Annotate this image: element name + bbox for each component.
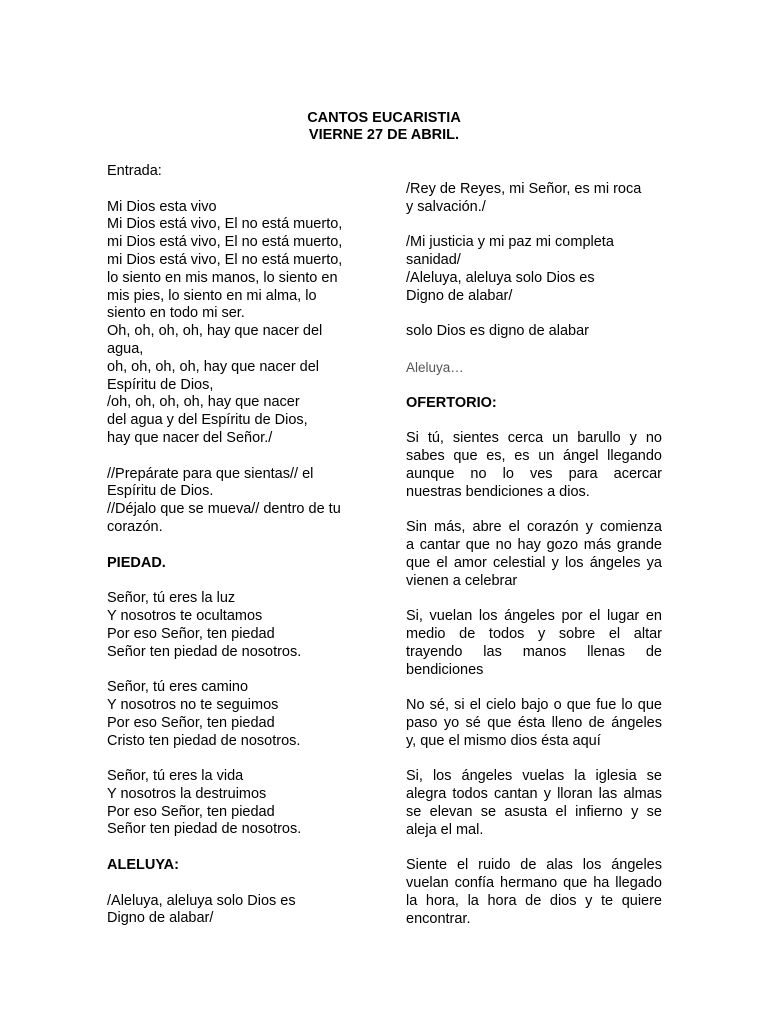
lyric-line: bendiciones [406, 661, 484, 678]
lyric-line: oh, oh, oh, oh, hay que nacer del [107, 358, 320, 375]
lyric-line: Mi Dios esta vivo [107, 198, 217, 215]
title-line-1: CANTOS EUCARISTIA [307, 110, 461, 126]
ofertorio-paragraph [406, 697, 662, 750]
lyric-line: /Rey de Reyes, mi Señor, es mi roca [406, 181, 642, 197]
lyric-line: Y nosotros te ocultamos [107, 607, 263, 624]
lyric-line: Señor, tú eres la luz [107, 590, 236, 607]
piedad-verse-3 [107, 768, 362, 839]
lyric-line: y, que el mismo dios ésta aquí [406, 732, 601, 749]
lyric-line: Espíritu de Dios, [107, 376, 214, 393]
lyric-line: Señor, tú eres la vida [107, 768, 244, 785]
piedad-heading: PIEDAD. [107, 554, 166, 571]
ofertorio-verses [406, 430, 662, 928]
lyric-line: Señor ten piedad de nosotros. [107, 643, 302, 660]
lyric-line: que el amor celestial y los ángeles ya [406, 554, 662, 571]
lyric-line: Por eso Señor, ten piedad [107, 714, 275, 731]
lyric-line: Cristo ten piedad de nosotros. [107, 732, 301, 749]
lyric-line: corazón. [107, 518, 163, 535]
aleluya-heading: ALELUYA: [107, 857, 179, 874]
lyric-line: Espíritu de Dios. [107, 483, 214, 500]
lyric-line: siento en todo mi ser. [107, 305, 245, 322]
lyric-line: Señor ten piedad de nosotros. [107, 821, 302, 838]
lyric-line: sabes que es, es un ángel llegando [406, 447, 662, 464]
lyric-line: Por eso Señor, ten piedad [107, 803, 275, 820]
ofertorio-paragraph [406, 768, 662, 839]
lyric-line: Por eso Señor, ten piedad [107, 625, 275, 642]
lyric-line: alegra todos cantan y lloran las almas [406, 786, 662, 803]
lyric-line: aunque no lo ves para acercar [406, 465, 662, 482]
lyric-line: //Déjalo que se mueva// dentro de tu [107, 501, 341, 518]
lyric-line: /Mi justicia y mi paz mi completa [406, 234, 614, 251]
lyric-line: encontrar. [406, 910, 471, 927]
lyric-line: /Aleluya, aleluya solo Dios es [406, 269, 595, 286]
lyric-line: //Prepárate para que sientas// el [107, 465, 314, 482]
ofertorio-paragraph [406, 430, 662, 501]
right-column [406, 181, 662, 946]
lyric-line: la hora, la hora de dios y te quiere [406, 892, 662, 909]
lyric-line: Siente el ruido de alas los ángeles [406, 857, 662, 874]
ofertorio-paragraph [406, 608, 662, 679]
lyric-line: Señor, tú eres camino [107, 679, 249, 696]
title-line-2: VIERNE 27 DE ABRIL. [308, 127, 460, 143]
lyric-line: Oh, oh, oh, oh, hay que nacer del [107, 323, 323, 340]
lyric-line: mi Dios está vivo, El no está muerto, [107, 234, 343, 251]
lyric-line: /oh, oh, oh, oh, hay que nacer [107, 394, 300, 411]
lyric-line: Digno de alabar/ [406, 287, 513, 304]
lyric-line: a cantar que no hay gozo más grande [406, 536, 662, 553]
lyric-line: Mi Dios está vivo, El no está muerto, [107, 216, 343, 233]
lyric-line: vuelan confía hermano que ha llegado [406, 875, 662, 892]
lyric-line: Sin más, abre el corazón y comienza [406, 519, 662, 536]
aleluya-short: Aleluya… [406, 359, 464, 375]
lyric-line: mis pies, lo siento en mi alma, lo [107, 287, 317, 304]
lyric-line: del agua y del Espíritu de Dios, [107, 412, 308, 429]
lyric-line: Si, vuelan los ángeles por el lugar en [406, 608, 662, 625]
entrada-heading: Entrada: [107, 163, 162, 179]
lyric-line: Digno de alabar/ [107, 910, 214, 927]
lyric-line: sanidad/ [406, 252, 461, 269]
lyric-line: y salvación./ [406, 198, 486, 215]
piedad-verse-1 [107, 590, 362, 661]
lyric-line: nuestras bendiciones a dios. [406, 483, 590, 500]
left-column [107, 163, 362, 928]
lyric-line: Y nosotros la destruimos [107, 785, 267, 802]
lyric-line: mi Dios está vivo, El no está muerto, [107, 251, 343, 268]
lyric-line: Si tú, sientes cerca un barullo y no [406, 430, 662, 447]
lyric-line: medio de todos y sobre el altar [406, 625, 662, 642]
ofertorio-paragraph [406, 857, 662, 928]
lyric-line: vienen a celebrar [406, 572, 518, 589]
entrada-chorus [107, 466, 362, 537]
lyric-line: lo siento en mis manos, lo siento en [107, 269, 338, 286]
lyric-line: se elevan se asusta el infierno y se [406, 803, 662, 820]
lyric-line: aleja el mal. [406, 821, 484, 838]
document-title [0, 110, 768, 144]
entrada-verse [107, 199, 362, 448]
lyric-line: Y nosotros no te seguimos [107, 696, 279, 713]
lyric-line: hay que nacer del Señor./ [107, 429, 273, 446]
solo-dios-line: solo Dios es digno de alabar [406, 323, 589, 340]
piedad-verse-2 [107, 679, 362, 750]
lyric-line: agua, [107, 340, 144, 357]
lyric-line: trayendo las manos llenas de [406, 643, 662, 660]
lyric-line: paso yo sé que ésta lleno de ángeles [406, 714, 662, 731]
rey-verse [406, 181, 662, 217]
aleluya-verse [107, 893, 362, 929]
lyric-line: Si, los ángeles vuelas la iglesia se [406, 768, 662, 785]
lyric-line: /Aleluya, aleluya solo Dios es [107, 892, 296, 909]
lyric-line: No sé, si el cielo bajo o que fue lo que [406, 697, 662, 714]
ofertorio-heading: OFERTORIO: [406, 394, 497, 411]
ofertorio-paragraph [406, 519, 662, 590]
justicia-verse [406, 234, 662, 305]
